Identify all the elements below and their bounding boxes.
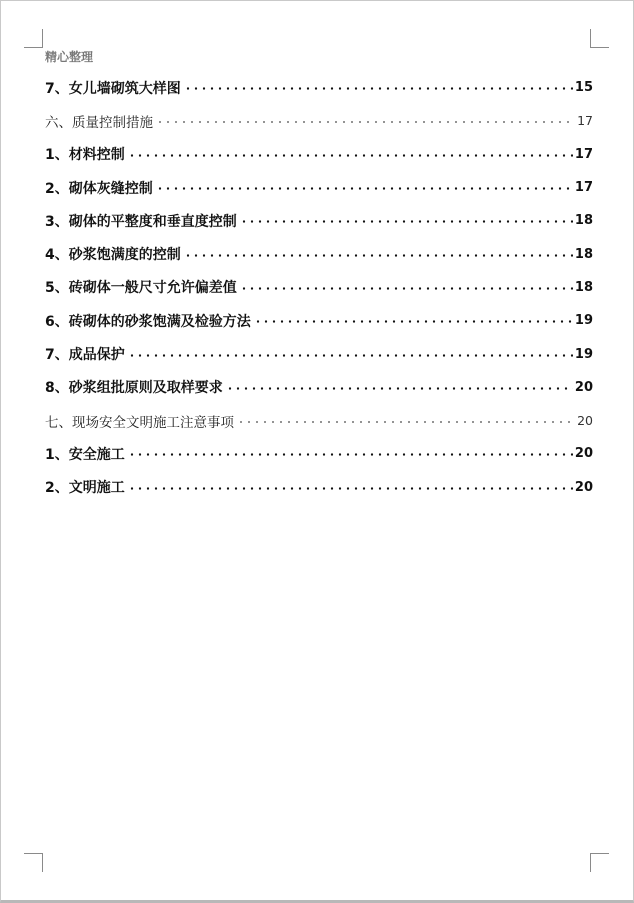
toc-dot-leader xyxy=(156,187,573,190)
toc-entry[interactable] xyxy=(45,271,593,304)
toc-entry-label: 1、安全施工 xyxy=(45,446,125,463)
toc-entry-label: 7、成品保护 xyxy=(45,347,125,364)
page-header: 精心整理 xyxy=(45,50,94,64)
toc-entry-label: 六、质量控制措施 xyxy=(45,114,153,131)
toc-entry-page-number: 18 xyxy=(574,279,593,295)
toc-dot-leader xyxy=(128,354,573,357)
toc-entry[interactable] xyxy=(45,171,593,204)
toc-entry-page-number: 20 xyxy=(574,446,593,462)
toc-dot-leader xyxy=(184,254,573,257)
toc-entry[interactable] xyxy=(45,437,593,470)
toc-entry-label: 2、砌体灰缝控制 xyxy=(45,180,153,197)
toc-entry-label: 5、砖砌体一般尺寸允许偏差值 xyxy=(45,280,237,297)
toc-entry-page-number: 20 xyxy=(577,413,593,429)
toc-dot-leader xyxy=(237,421,575,423)
toc-dot-leader xyxy=(156,121,575,123)
toc-entry-page-number: 20 xyxy=(574,379,593,395)
toc-entry-label: 7、女儿墙砌筑大样图 xyxy=(45,80,181,97)
crop-mark-bottom-right xyxy=(590,853,609,872)
crop-mark-top-left xyxy=(24,29,43,48)
toc-entry[interactable] xyxy=(45,237,593,270)
toc-entry[interactable] xyxy=(45,337,593,370)
toc-entry-label: 8、砂浆组批原则及取样要求 xyxy=(45,380,223,397)
toc-entry-label: 七、现场安全文明施工注意事项 xyxy=(45,414,234,431)
toc-dot-leader xyxy=(184,87,573,90)
toc-entry[interactable] xyxy=(45,104,593,137)
toc-entry-page-number: 17 xyxy=(577,113,593,129)
toc-entry[interactable] xyxy=(45,304,593,337)
toc-dot-leader xyxy=(240,220,573,223)
toc-entry-page-number: 19 xyxy=(574,313,593,329)
toc-entry[interactable] xyxy=(45,204,593,237)
toc-entry-page-number: 15 xyxy=(574,80,593,96)
toc-dot-leader xyxy=(128,154,573,157)
toc-dot-leader xyxy=(128,487,573,490)
toc-entry-label: 2、文明施工 xyxy=(45,480,125,497)
toc-entry[interactable] xyxy=(45,471,593,504)
toc-entry-page-number: 17 xyxy=(574,180,593,196)
crop-mark-top-right xyxy=(590,29,609,48)
toc-entry-page-number: 19 xyxy=(574,346,593,362)
toc-dot-leader xyxy=(254,320,573,323)
toc-entry[interactable] xyxy=(45,404,593,437)
toc-dot-leader xyxy=(226,387,573,390)
toc-dot-leader xyxy=(240,287,573,290)
table-of-contents xyxy=(45,71,593,504)
toc-entry-label: 4、砂浆饱满度的控制 xyxy=(45,247,181,264)
toc-entry[interactable] xyxy=(45,71,593,104)
toc-entry-label: 3、砌体的平整度和垂直度控制 xyxy=(45,213,237,230)
toc-entry[interactable] xyxy=(45,138,593,171)
toc-entry-page-number: 20 xyxy=(574,479,593,495)
toc-dot-leader xyxy=(128,453,573,456)
toc-entry-label: 6、砖砌体的砂浆饱满及检验方法 xyxy=(45,313,251,330)
toc-entry-page-number: 18 xyxy=(574,246,593,262)
toc-entry-page-number: 18 xyxy=(574,213,593,229)
toc-entry[interactable] xyxy=(45,371,593,404)
toc-entry-label: 1、材料控制 xyxy=(45,147,125,164)
toc-entry-page-number: 17 xyxy=(574,146,593,162)
crop-mark-bottom-left xyxy=(24,853,43,872)
